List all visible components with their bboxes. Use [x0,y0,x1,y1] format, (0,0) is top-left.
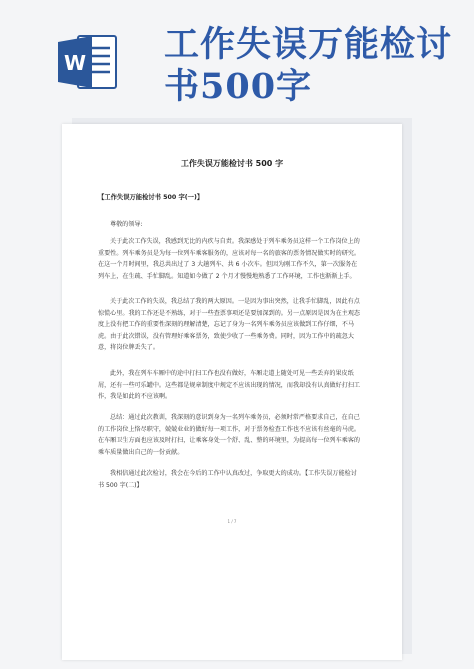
paragraph-3: 此外，我在列车车厢中的途中打扫工作也没有做好，车厢走道上随处可见一些丢弃的果皮纸屑，还有一些可乐罐中。这些都是规章制度中规定不应该出现的情况，而我却没有认真做好打扫工作，我是如此的不应该啊。 [98,370,361,400]
greeting: 尊敬的领导: [110,221,143,228]
paragraph-4: 总结：通过此次教训，我深刻的意识到身为一名列车乘务员，必须时常严格要求自己，在自己的工作岗位上恪尽职守，兢兢业业的做好每一项工作，对于票务检查工作也不应该有丝毫的马虎。在车厢卫生方面也应该及时打扫，让乘客身处一个舒、乱、整的环境里，为提高每一位列车乘客的乘车质量做出自己的一份贡献。 [98,414,361,456]
page-title [164,24,464,108]
word-icon [56,30,120,94]
paragraph-2: 关于此次工作的失误，我总结了我的两大原因。一是因为事出突然，让我手忙脚乱，因此有点惊慌心里。我的工作还是不熟练，对于一些查票事项还是要加深到的。另一点原因是因为在主观态度上没有把工作的重要性深刻的理解清楚，忘记了身为一名列车乘务员应该做到工作仔细，不马虎。由于此次错误，没有管理好乘客票务，致使少收了一些乘务费。同时，因为工作中的疏忽大意，将岗位牌丢失了。 [98,298,361,351]
document-title: 工作失误万能检讨书 500 字 [180,159,284,168]
word-icon-letter: W [63,51,87,75]
page-title-line-1: 工作失误万能检讨 [164,24,453,65]
page-number: 1 / 7 [227,519,237,524]
page-title-line-2: 书500字 [164,66,313,107]
section-title: 【工作失误万能检讨书 500 字(一)】 [98,194,204,201]
header [0,0,474,110]
document-page [62,124,402,660]
paragraph-1: 关于此次工作失误，我感到无比的内疚与自责。我深感处于列车乘务员这样一个工作岗位上的重要性。列车乘务员是为每一位列车乘客服务的，应该对每一名的旅客的票务情况做实时的研究。在这一个月时间里，我总共出过了 3 大趟列车、共 6 小次车。但因为刚工作不久，第一次服务在列车上，在生疏、手忙脚乱。知道如今做了 2 个月才慢慢地熟悉了工作环境，工作也渐渐上手。 [98,238,361,280]
paragraph-5: 我相信通过此次检讨，我会在今后的工作中认真改过，争取更大的成功。【工作失误万能检讨书 500 字(二)】 [98,470,357,489]
